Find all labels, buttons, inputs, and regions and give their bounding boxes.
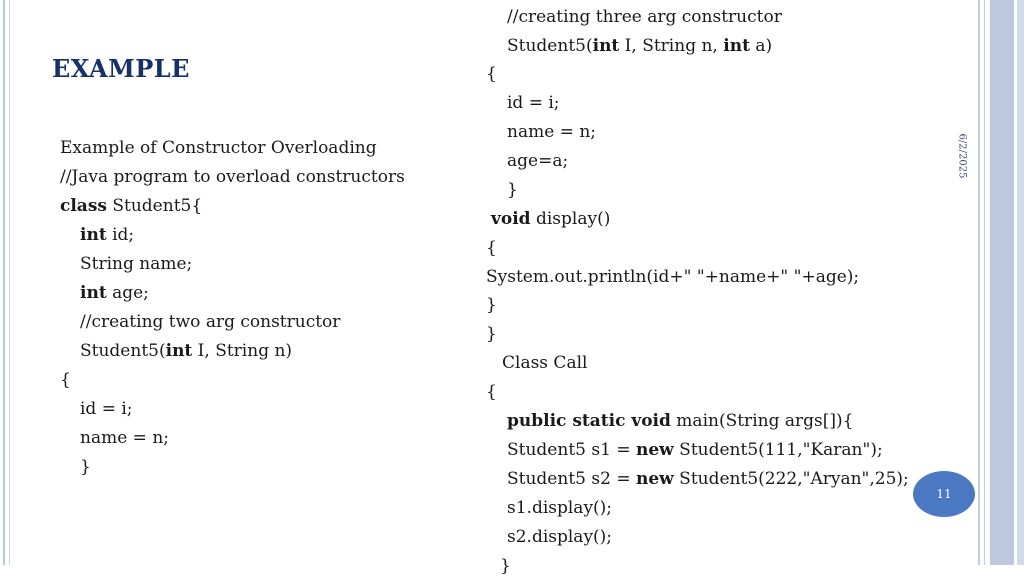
page-number: 11 <box>936 487 952 501</box>
code-line: id = i; <box>80 399 133 419</box>
code-line: Example of Constructor Overloading <box>60 138 377 158</box>
code-line: { <box>486 238 497 258</box>
code-line: //Java program to overload constructors <box>60 167 405 187</box>
code-line: String name; <box>80 254 193 274</box>
code-line: { <box>60 370 71 390</box>
decorative-bar-thin <box>978 0 980 565</box>
code-line: int id; <box>80 225 135 245</box>
code-line: } <box>80 457 91 477</box>
code-line: System.out.println(id+" "+name+" "+age); <box>486 267 860 287</box>
code-line: } <box>486 324 497 344</box>
frame-line-left-inner <box>9 0 10 565</box>
code-line: name = n; <box>507 122 596 142</box>
code-line: id = i; <box>507 93 560 113</box>
code-line: //creating two arg constructor <box>80 312 341 332</box>
code-line: { <box>486 382 497 402</box>
decorative-bar-edge <box>1017 0 1024 565</box>
code-line: public static void main(String args[]){ <box>507 411 854 431</box>
decorative-bar-thin <box>984 0 985 565</box>
code-line: s2.display(); <box>507 527 613 547</box>
code-line: } <box>486 295 497 315</box>
slide-title: EXAMPLE <box>52 54 190 83</box>
code-line: void display() <box>491 209 611 229</box>
frame-line-left <box>3 0 5 565</box>
code-line: } <box>500 556 511 576</box>
code-line: int age; <box>80 283 149 303</box>
code-line: s1.display(); <box>507 498 613 518</box>
code-line: Student5 s2 = new Student5(222,"Aryan",25); <box>507 469 909 489</box>
decorative-bar-wide <box>990 0 1014 565</box>
code-line: } <box>507 180 518 200</box>
code-line: age=a; <box>507 151 569 171</box>
code-line: Student5(int I, String n, int a) <box>507 36 773 56</box>
code-line: Student5 s1 = new Student5(111,"Karan"); <box>507 440 883 460</box>
page-number-badge <box>913 471 975 517</box>
code-line: //creating three arg constructor <box>507 7 782 27</box>
code-line: Student5(int I, String n) <box>80 341 293 361</box>
slide-date: 6/2/2025 <box>956 133 968 179</box>
code-line: { <box>486 64 497 84</box>
code-line: name = n; <box>80 428 169 448</box>
code-line: class Student5{ <box>60 196 203 216</box>
code-line: Class Call <box>502 353 588 373</box>
